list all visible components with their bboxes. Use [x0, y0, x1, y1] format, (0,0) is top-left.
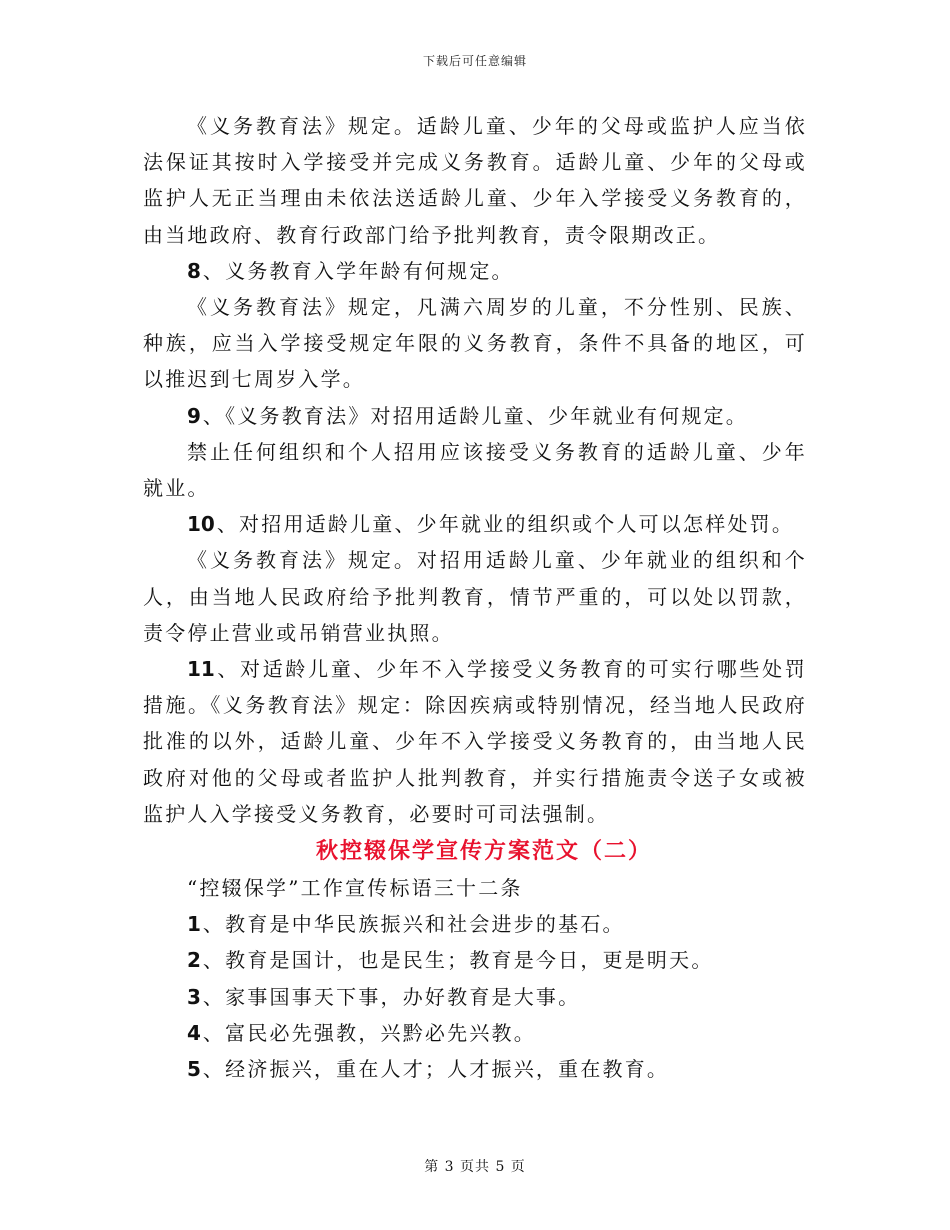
paragraph — [143, 542, 807, 651]
paragraph — [143, 1051, 807, 1087]
paragraph — [143, 398, 807, 434]
item-number: 3 — [187, 984, 201, 1009]
paragraph — [143, 108, 807, 253]
paragraph-text: 、富民必先强教，兴黔必先兴教。 — [202, 1020, 536, 1045]
paragraph-text: “控辍保学”工作宣传标语三十二条 — [187, 876, 523, 901]
paragraph — [143, 870, 807, 906]
paragraph — [143, 434, 807, 506]
item-number: 2 — [187, 948, 201, 973]
paragraph-text: 《义务教育法》规定，凡满六周岁的儿童，不分性别、民族、种族，应当入学接受规定年限的义务教育，条件不具备的地区，可以推迟到七周岁入学。 — [143, 295, 807, 392]
paragraph — [143, 506, 807, 542]
paragraph-text: 、教育是中华民族振兴和社会进步的基石。 — [202, 912, 625, 937]
paragraph-text: 、对招用适龄儿童、少年就业的组织或个人可以怎样处罚。 — [216, 512, 795, 537]
document-body — [143, 108, 807, 1087]
paragraph-text: 、经济振兴，重在人才；人才振兴，重在教育。 — [202, 1057, 670, 1082]
item-number: 10 — [187, 512, 215, 537]
paragraph — [143, 651, 807, 832]
item-number: 4 — [187, 1020, 201, 1045]
paragraph — [143, 253, 807, 289]
paragraph — [143, 289, 807, 398]
paragraph-text: 、义务教育入学年龄有何规定。 — [202, 258, 514, 283]
item-number: 11 — [187, 657, 215, 682]
top-paragraphs — [143, 108, 807, 832]
paragraph — [143, 979, 807, 1015]
paragraph-text: 、对适龄儿童、少年不入学接受义务教育的可实行哪些处罚措施。《义务教育法》规定：除因疾病或特别情况，经当地人民政府批准的以外，适龄儿童、少年不入学接受义务教育的，由当地人民政府对他的父母或者监护人批判教育，并实行措施责令送子女或被监护人入学接受义务教育，必要时可司法强制。 — [143, 657, 807, 826]
paragraph-text: 、家事国事天下事，办好教育是大事。 — [202, 984, 581, 1009]
item-number: 1 — [187, 912, 201, 937]
paragraph — [143, 906, 807, 942]
paragraph-text: 《义务教育法》规定。对招用适龄儿童、少年就业的组织和个人，由当地人民政府给予批判教育，情节严重的，可以处以罚款，责令停止营业或吊销营业执照。 — [143, 548, 807, 645]
page-header: 下载后可任意编辑 — [422, 54, 527, 68]
item-number: 8 — [187, 258, 201, 283]
item-number: 5 — [187, 1057, 201, 1082]
paragraph-text: 、教育是国计，也是民生；教育是今日，更是明天。 — [202, 948, 714, 973]
paragraph — [143, 942, 807, 978]
paragraph-text: 禁止任何组织和个人招用应该接受义务教育的适龄儿童、少年就业。 — [143, 439, 807, 501]
paragraph-text: 《义务教育法》规定。适龄儿童、少年的父母或监护人应当依法保证其按时入学接受并完成义务教育。适龄儿童、少年的父母或监护人无正当理由未依法送适龄儿童、少年入学接受义务教育的，由当地政府、教育行政部门给予批判教育，责令限期改正。 — [143, 114, 807, 247]
page-footer: 第 3 页共 5 页 — [424, 1159, 526, 1175]
paragraph-text: 、《义务教育法》对招用适龄儿童、少年就业有何规定。 — [202, 403, 748, 428]
paragraph — [143, 1015, 807, 1051]
section-title: 秋控辍保学宣传方案范文（二） — [315, 839, 652, 865]
item-number: 9 — [187, 403, 201, 428]
bottom-paragraphs — [143, 870, 807, 1087]
